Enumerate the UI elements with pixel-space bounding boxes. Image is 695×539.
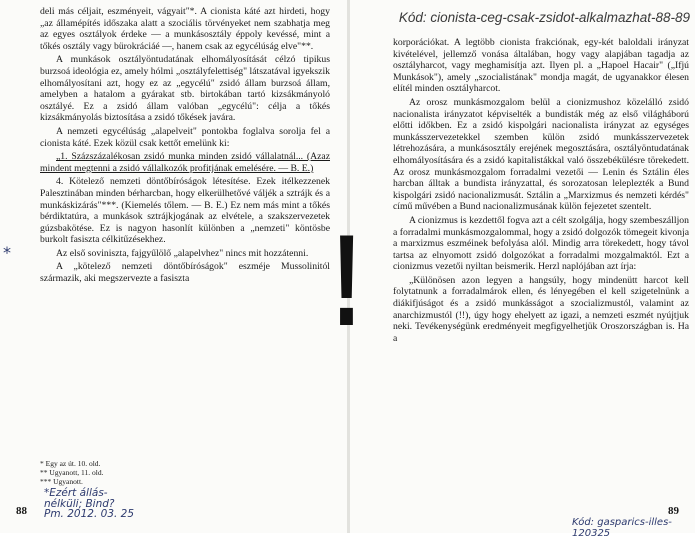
left-paragraph: 4. Kötelező nemzeti döntőbíróságok létesítése. Ezek itélkezzenek Palesztinában minden bérharcban, hogy elkerülhetővé váljék a sztrájk és a munkáskizárás"***. (Kiemelés tőlem. — B. E.) Ez nem más mint a tőkés bérdiktatúra, a munkások sztrájkjogának az elvétele, a szakszervezetek gúzsbakötése. Ez is nagyon hasonlít különben a „nemzeti" köntösbe burkolt fasiszta célkitűzésekhez. bbox=[40, 176, 330, 246]
handwritten-line: *Ezért állás- bbox=[44, 487, 108, 499]
right-paragraph: „Különösen azon legyen a hangsúly, hogy mindenütt harcot kell folytatnunk a forradalmárok ellen, és lényegében el kell szigetelnünk a diákifjúságot és a zsidó munkásságot a szocializmustól, valamint az anarchizmustól (!!), úgy hogy ehelyett az igazi, a nemzeti eszmét nyújtjuk neki. Tevékenységünk eredményeit megfigyelhetjük Oroszországban is. Ha a bbox=[393, 274, 689, 344]
right-page bbox=[350, 0, 695, 539]
right-text-column bbox=[393, 37, 689, 346]
left-page bbox=[0, 0, 348, 533]
right-paragraph: Az orosz munkásmozgalom belül a cionizmushoz közelálló zsidó nacionalista irányzatot képviselték a bundisták még az első világháború előtti időkben. Ez a zsidó kispolgári nacionalista irányzat az egységes munkásszervezetekkel szemben külön zsidó munkásszervezetek létrehozására, a munkásosztály erejének megosztására, osztályöntudatának elhomályosítására és a zsidó kapitalistákkal való összebékülésre törekedett. Az orosz munkásmozgalom forradalmi vezetői — Lenin és Sztálin éles harcban álltak a bundista irányzattal, és sorozatosan leleplezték a Bund kispolgári zsidó nacionalizmusát. Sztálin a „Marxizmus és nemzeti kérdés" című művében a Bund nacionalizmusának külön fejezetet szentelt. bbox=[393, 96, 689, 213]
left-paragraph-underlined: „1. Százszázalékosan zsidó munka minden zsidó vállalatnál... (Azaz mindent megtenni a zsidó vállalkozók profitjának emelésére. — B. E.) bbox=[40, 151, 330, 174]
footnotes bbox=[40, 459, 200, 486]
exclamation-mark: ! bbox=[331, 207, 362, 353]
left-page-number: 88 bbox=[16, 505, 27, 517]
handwritten-note bbox=[44, 488, 134, 520]
left-text-column bbox=[40, 6, 330, 287]
right-paragraph: korporációkat. A legtöbb cionista frakciónak, egy-két baloldali irányzat kivételével, jellemző vonása általában, hogy vagy alapjában tagadja az osztályharcot, vagy meghamisítja azt. Ilyen pl. a „Hapoel Hacair" („Ifjú Munkások"), amely „szocialistának" mondja magát, de ugyanakkor élesen elítél minden osztályharcot. bbox=[393, 37, 689, 95]
right-paragraph: A cionizmus is kezdettől fogva azt a célt szolgálja, hogy szembeszálljon a forradalmi munkásmozgalommal, hogy a zsidó dolgozók tömegeit kivonja a marxizmus eszméinek befolyása alól. Mindig arra törekedett, hogy távol tartsa az elnyomott zsidó dolgozókat a forradalmi mozgalmaktól. Ezt a cionizmus vezetői nyiltan beismerik. Herzl naplójában azt írja: bbox=[393, 214, 689, 273]
handwritten-line: Pm. 2012. 03. 25 bbox=[44, 508, 135, 520]
footnote: *** Ugyanott. bbox=[40, 477, 83, 486]
margin-asterisk-mark: * bbox=[3, 243, 11, 262]
left-paragraph: deli más céljait, eszményeit, vágyait"*. A cionista káté azt hirdeti, hogy „az államépítés időszaka alatt a szociális törvényeket nem szabhatja meg az egyes osztályok érdeke — a munkásosztály éppoly kevéssé, mint a tőkés osztály vagy bürokráciáé —, hanem csak az egycélúság elve"**. bbox=[40, 6, 330, 52]
footnote: ** Ugyanott, 11. old. bbox=[40, 468, 104, 477]
left-paragraph: A „kötelező nemzeti döntőbíróságok" eszméje Mussolinitól származik, aki megszervezte a fasiszta bbox=[40, 261, 330, 285]
left-paragraph: Az első soviniszta, fajgyűlölő „alapelvhez" nincs mit hozzátenni. bbox=[56, 247, 309, 259]
handwritten-code-note: Kód: gasparics-illes-120325 bbox=[572, 517, 672, 539]
footnote: * Egy az út. 10. old. bbox=[40, 459, 101, 468]
right-page-number: 89 bbox=[668, 505, 679, 517]
handwritten-line: nélküli; Bind? bbox=[44, 497, 115, 510]
document-code-header: Kód: cionista-ceg-csak-zsidot-alkalmazhat-88-89 bbox=[398, 10, 690, 25]
left-paragraph: A munkások osztályöntudatának elhomályosítását célzó tipikus burzsoá ideológia ez, amely hólmi „osztályfelettiség" látszatával igyekszik elhomályosítani azt, hogy ez az „egycélú" zsidó állam burzsoá állam, amelyben a hatalom a gyárakat stb. birtokában tartó kizsákmányoló osztályé. Ez a zsidó állam valóban „egycélú": célja a tőkés kizsákmányolás biztosítása a zsidó tőkések javára. bbox=[40, 54, 330, 124]
left-paragraph: A nemzeti egycélúság „alapelveit" pontokba foglalva sorolja fel a cionista káté. Ezek közül csak kettőt emelünk ki: bbox=[40, 125, 330, 149]
